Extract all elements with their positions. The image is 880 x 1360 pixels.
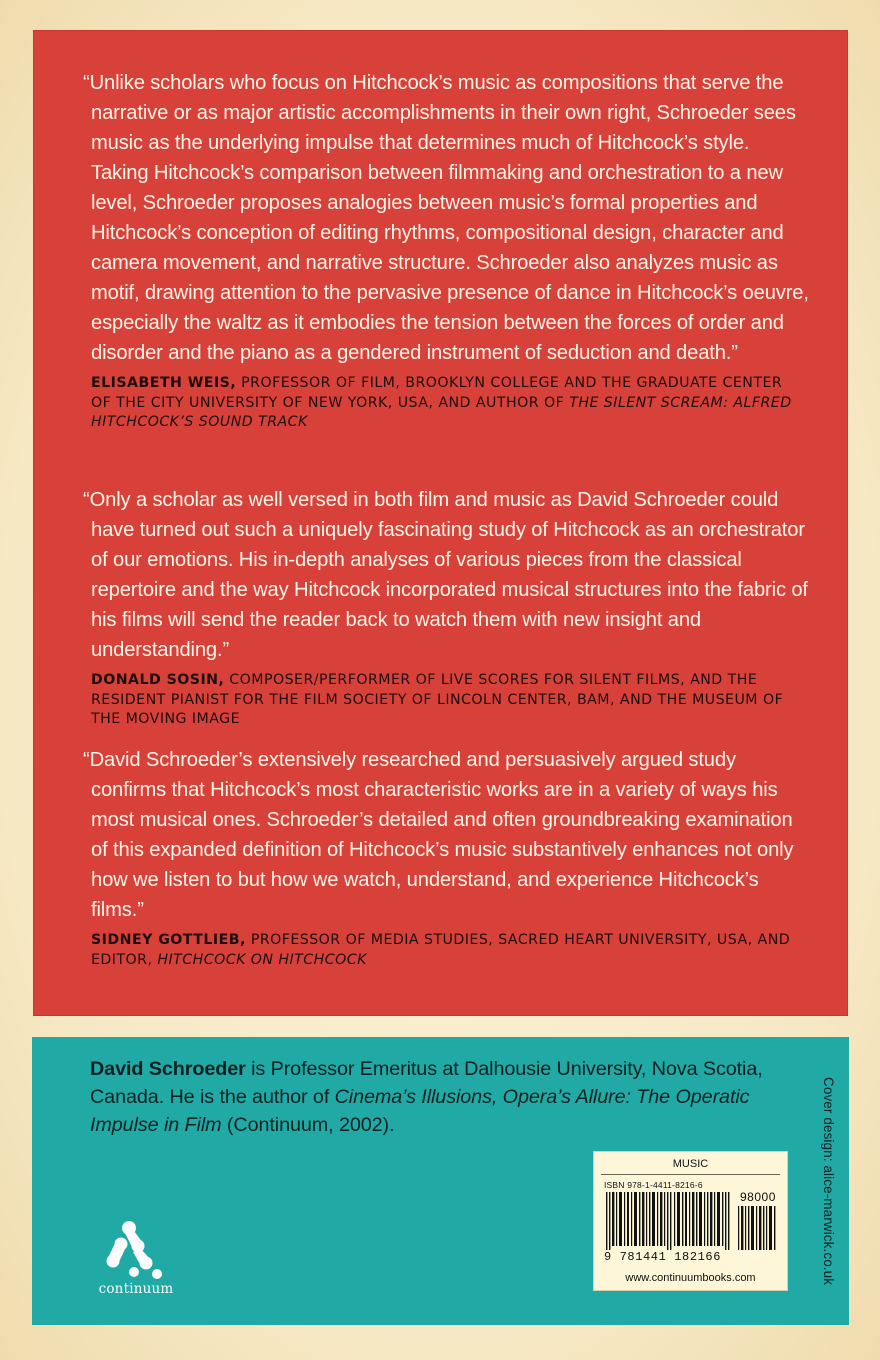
endorser-work: HITCHCOCK ON HITCHCOCK bbox=[157, 951, 367, 968]
author-bio bbox=[90, 1055, 810, 1139]
cover-design-credit bbox=[818, 1077, 842, 1302]
endorser-name: DONALD SOSIN, bbox=[91, 672, 225, 688]
endorsement-attribution bbox=[91, 374, 803, 433]
publisher-url: www.continuumbooks.com bbox=[625, 1272, 756, 1284]
barcode-divider bbox=[601, 1174, 780, 1175]
author-book-title: Cinema’s Illusions, Opera’s Allure: The Operatic Impulse in Film bbox=[90, 1086, 750, 1136]
barcode-isbn: ISBN 978-1-4411-8216-6 bbox=[604, 1180, 703, 1190]
barcode-icon bbox=[604, 1192, 779, 1250]
endorsement-text: “David Schroeder’s extensively researched and persuasively argued study confirms that Hitchcock’s most characteristic works are in a variety of ways his most musical ones. Schroeder’s detailed and often groundbreaking examination of this expanded definition of Hitchcock’s music substantively enhances not only how we listen to but how we watch, understand, and experience Hitchcock’s films.” bbox=[83, 749, 794, 921]
endorser-name: SIDNEY GOTTLIEB, bbox=[91, 932, 246, 948]
barcode-number: 9 781441 182166 bbox=[604, 1250, 722, 1264]
author-bio-text-end: (Continuum, 2002). bbox=[221, 1114, 395, 1136]
author-name: David Schroeder bbox=[90, 1058, 246, 1080]
endorsement-attribution bbox=[91, 671, 803, 730]
endorser-work: THE SILENT SCREAM: ALFRED HITCHCOCK’S SOUND TRACK bbox=[91, 394, 792, 430]
endorsement-attribution bbox=[91, 931, 803, 970]
endorsement-text: “Unlike scholars who focus on Hitchcock’s music as compositions that serve the narrative or as major artistic accomplishments in their own right, Schroeder sees music as the underlying impulse that determines much of Hitchcock’s style. Taking Hitchcock’s comparison between filmmaking and orchestration to a new level, Schroeder proposes analogies between music’s formal properties and Hitchcock’s conception of editing rhythms, compositional design, character and camera movement, and narrative structure. Schroeder also analyzes music as motif, drawing attention to the pervasive presence of dance in Hitchcock’s oeuvre, especially the waltz as it embodies the tension between the forces of order and disorder and the piano as a gendered instrument of seduction and death.” bbox=[83, 72, 809, 364]
endorsement-quote-1 bbox=[83, 68, 811, 433]
publisher-logo bbox=[96, 1219, 176, 1309]
endorser-affiliation: PROFESSOR OF FILM, BROOKLYN COLLEGE AND THE GRADUATE CENTER OF THE CITY UNIVERSITY OF NEW YORK, USA, AND AUTHOR OF bbox=[91, 375, 783, 411]
endorser-affiliation: PROFESSOR OF MEDIA STUDIES, SACRED HEART UNIVERSITY, USA, AND EDITOR, bbox=[91, 932, 791, 968]
endorser-name: ELISABETH WEIS, bbox=[91, 375, 237, 391]
barcode-box bbox=[593, 1151, 788, 1291]
publisher-name: continuum bbox=[98, 1281, 174, 1297]
author-bio-text: is Professor Emeritus at Dalhousie University, Nova Scotia, Canada. He is the author of bbox=[90, 1058, 763, 1108]
endorser-affiliation: COMPOSER/PERFORMER OF LIVE SCORES FOR SILENT FILMS, AND THE RESIDENT PIANIST FOR THE FILM SOCIETY OF LINCOLN CENTER, BAM, AND THE MUSEUM OF THE MOVING IMAGE bbox=[91, 672, 784, 727]
cover-design-credit-text: Cover design: alice-marwick.co.uk bbox=[821, 1077, 836, 1286]
barcode-price-code: 98000 bbox=[740, 1190, 776, 1204]
endorsements-panel bbox=[33, 30, 848, 1016]
endorsement-quote-3 bbox=[83, 745, 811, 970]
endorsement-text: “Only a scholar as well versed in both film and music as David Schroeder could have turned out such a uniquely fascinating study of Hitchcock as an orchestrator of our emotions. His in-depth analyses of various pieces from the classical repertoire and the way Hitchcock incorporated musical structures into the fabric of his films will send the reader back to watch them with new insight and understanding.” bbox=[83, 489, 808, 661]
continuum-logo-icon bbox=[96, 1219, 176, 1281]
author-panel bbox=[32, 1037, 849, 1325]
barcode-category: MUSIC bbox=[672, 1158, 709, 1170]
endorsement-quote-2 bbox=[83, 485, 811, 730]
